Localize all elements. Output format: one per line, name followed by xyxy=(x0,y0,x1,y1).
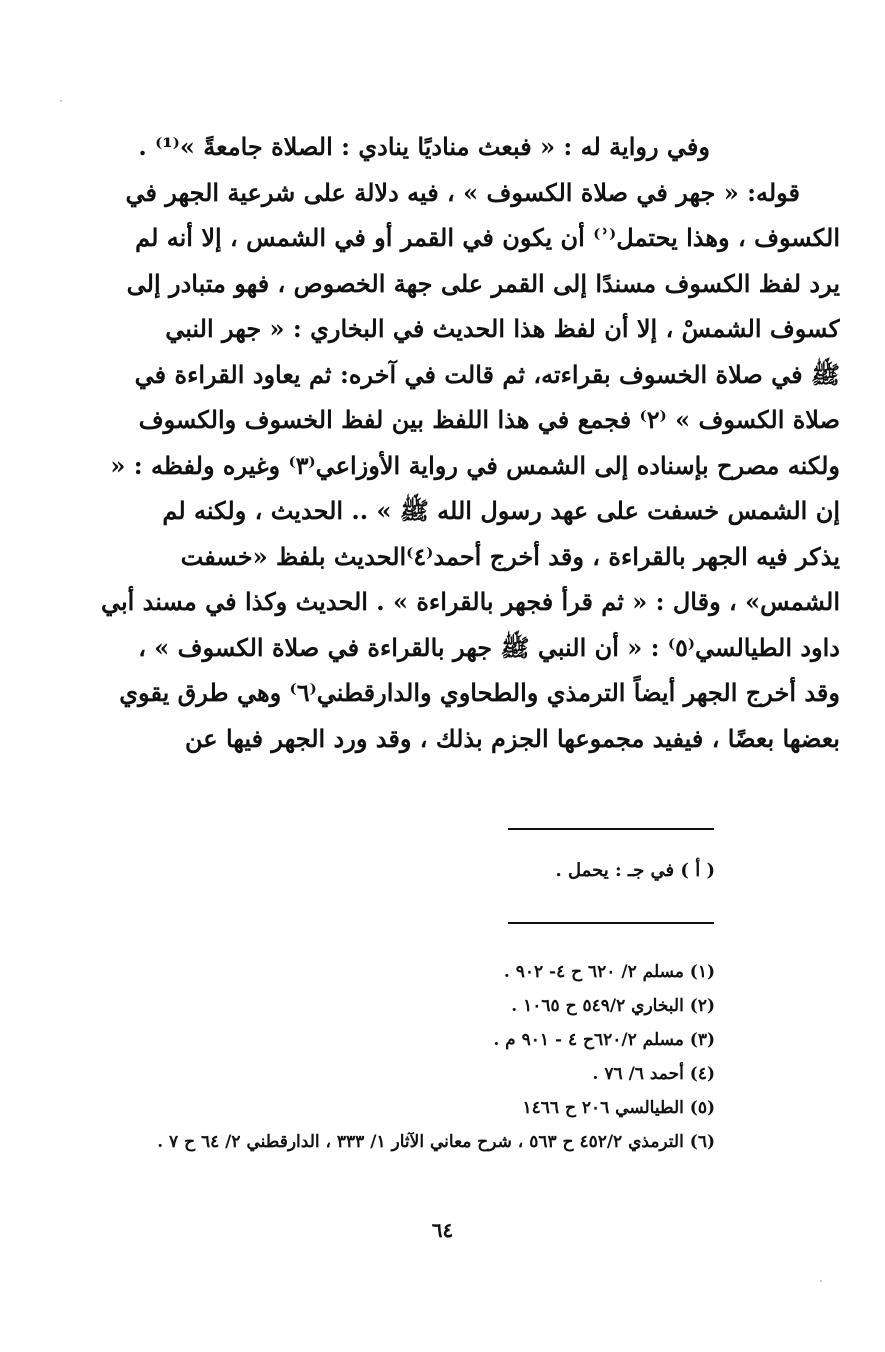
text-line: الكسوف ، وهذا يحتمل⁽ʾ⁾ أن يكون في القمر أو في الشمس ، إلا أنه لم xyxy=(135,223,840,252)
text-line: بعضها بعضًا ، فيفيد مجموعها الجزم بذلك ، وقد ورد الجهر فيها عن xyxy=(185,723,840,753)
footnote: (٢) البخاري ٥٤٩/٢ ح ١٠٦٥ . xyxy=(511,996,715,1016)
footnote: (٤) أحمد ٦/ ٧٦ . xyxy=(592,1064,715,1084)
footnote: (٣) مسلم ٦٢٠/٢ح ٤ - ٩٠١ م . xyxy=(493,1030,715,1050)
text-line: وفي رواية له : « فبعث مناديًا ينادي : الصلاة جامعةً »⁽¹⁾ . xyxy=(138,132,710,161)
footnote: (٥) الطيالسي ٢٠٦ ح ١٤٦٦ xyxy=(522,1098,715,1118)
text-line: صلاة الكسوف » ⁽٢⁾ فجمع في هذا اللفظ بين لفظ الخسوف والكسوف xyxy=(138,405,840,434)
text-line: إن الشمس خسفت على عهد رسول الله ﷺ » .. الحديث ، ولكنه لم xyxy=(162,496,840,525)
footnote-divider xyxy=(508,922,714,924)
footnote-divider xyxy=(508,828,714,830)
footnotes xyxy=(75,955,715,1159)
main-text xyxy=(40,124,840,761)
variant-note: ( أ ) في جـ : يحمل . xyxy=(555,860,715,881)
text-line: يذكر فيه الجهر بالقراءة ، وقد أخرج أحمد⁽٤⁾الحديث بلفظ «خسفت xyxy=(180,541,840,571)
scan-speck xyxy=(820,1280,822,1282)
text-line: قوله: « جهر في صلاة الكسوف » ، فيه دلالة على شرعية الجهر في xyxy=(125,177,800,207)
footnote: (١) مسلم ٢/ ٦٢٠ ح ٤- ٩٠٢ . xyxy=(503,962,715,982)
footnote: (٦) الترمذي ٤٥٢/٢ ح ٥٦٣ ، شرح معاني الآثار ١/ ٣٣٣ ، الدارقطني ٢/ ٦٤ ح ٧ . xyxy=(157,1132,715,1152)
text-line: داود الطيالسي⁽٥⁾ : « أن النبي ﷺ جهر بالقراءة في صلاة الكسوف » ، xyxy=(138,632,840,662)
text-line: ﷺ في صلاة الخسوف بقراءته، ثم قالت في آخره: ثم يعاود القراءة في xyxy=(134,359,840,389)
scan-speck xyxy=(60,100,62,102)
text-line: كسوف الشمسْ ، إلا أن لفظ هذا الحديث في البخاري : « جهر النبي xyxy=(165,314,840,343)
page-number: ٦٤ xyxy=(431,1218,454,1242)
text-line: وقد أخرج الجهر أيضاً الترمذي والطحاوي والدارقطني⁽٦⁾ وهي طرق يقوي xyxy=(119,678,840,707)
text-line: الشمس» ، وقال : « ثم قرأ فجهر بالقراءة » . الحديث وكذا في مسند أبي xyxy=(100,587,840,616)
text-line: ولكنه مصرح بإسناده إلى الشمس في رواية الأوزاعي⁽٣⁾ وغيره ولفظه : « xyxy=(110,450,840,480)
text-line: يرد لفظ الكسوف مسندًا إلى القمر على جهة الخصوص ، فهو متبادر إلى xyxy=(126,268,840,298)
